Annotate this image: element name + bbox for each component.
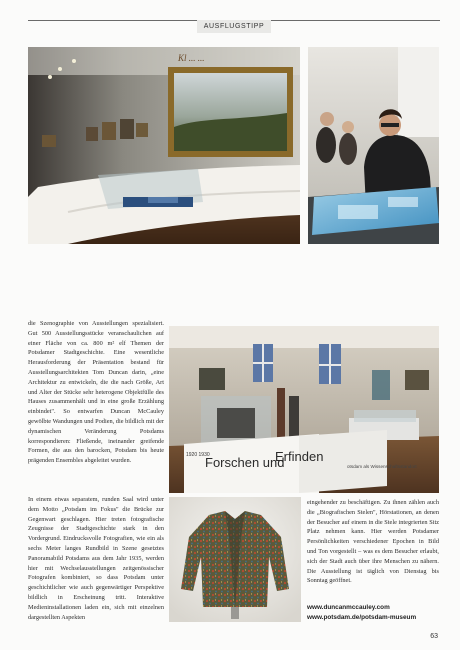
link-potsdam-museum[interactable]: www.potsdam.de/potsdam-museum xyxy=(307,614,417,621)
body-text-left-top: die Szenographie von Ausstellungen spezialisiert. Gut 500 Ausstellungsstücke veranschaulichen auf einer Fläche von ca. 800 m² elf Themen der Potsdamer Stadtgeschichte. Eine wesentliche Herausforderung der Präsentation bestand für Ausstellungsarchitekten Tom Duncan darin, „eine Architektur zu entwickeln, die die nach Größe, Art und Alter der Stücke sehr heterogene Objektfülle des Hauses zusammenhält und in eine große Erzählung einbindet". So entwarfen Duncan McCauley gewölbte Wandungen und Podien, die bildlich mit der dynamischen Veränderung Potsdams korrespondieren: Fließende, ineinander greifende Formen, die aus den barocken, Potsdam bis heute prägenden Ensembles abgeleitet wurden. xyxy=(28,320,164,465)
photo-embroidered-jacket xyxy=(169,497,301,622)
web-links xyxy=(307,603,447,623)
small-sign-years: 1920 1930 xyxy=(186,452,210,458)
body-text-left-bottom: In einem etwas separatem, runden Saal wird unter dem Motto „Potsdam im Fokus" die Brücke zur Gegenwart geschlagen. Hier treten fotografische Zeugnisse der Stadtgeschichte stark in den Vordergrund. Eindrucksvolle Fotografien, wie ein als sechs Meter langes Rundbild in Szene gesetztes Panoramabild Potsdams aus dem Jahr 1935, werden hier mit Wechselausstellungen zeitgenössischer Fotografen kombiniert, so dass Potsdam unter geschichtlicher wie auch gegenwärtiger Perspektive bildlich in Erscheinung tritt. Interaktive Medieninstallationen laden ein, sich mit einzelnen dargestellten Aspekten xyxy=(28,496,164,621)
sign-forschen: Forschen und xyxy=(205,455,285,470)
photo-interactive-table xyxy=(308,47,439,244)
photo-gallery-painting xyxy=(28,47,300,244)
page-number: 63 xyxy=(430,633,438,640)
body-text-right: eingehender zu beschäftigen. Zu ihnen zählen auch die „Biografischen Stelen", Hörstationen, an denen der Besucher auf einem in die Stele integrierten Sitz Platz nehmen kann. Hier werden Potsdamer Persönlichkeiten verschiedener Epochen in Bild und Ton vorgestellt – was es dem Besucher erlaubt, sich der Stadt auch über ihre Menschen zu nähern. Die Ausstellung ist täglich von Dienstag bis Sonntag geöffnet. xyxy=(307,499,439,585)
link-duncanmccauley[interactable]: www.duncanmccauley.com xyxy=(307,604,390,611)
photo-exhibition-hall xyxy=(169,326,439,493)
sign-erfinden: Erfinden xyxy=(275,449,324,464)
small-sign-wissenschaft: otsdam als Wissenschaftsstandort xyxy=(347,464,417,469)
wall-lettering: Kl ... ... xyxy=(178,53,205,63)
section-kicker: AUSFLUGSTIPP xyxy=(203,23,265,30)
